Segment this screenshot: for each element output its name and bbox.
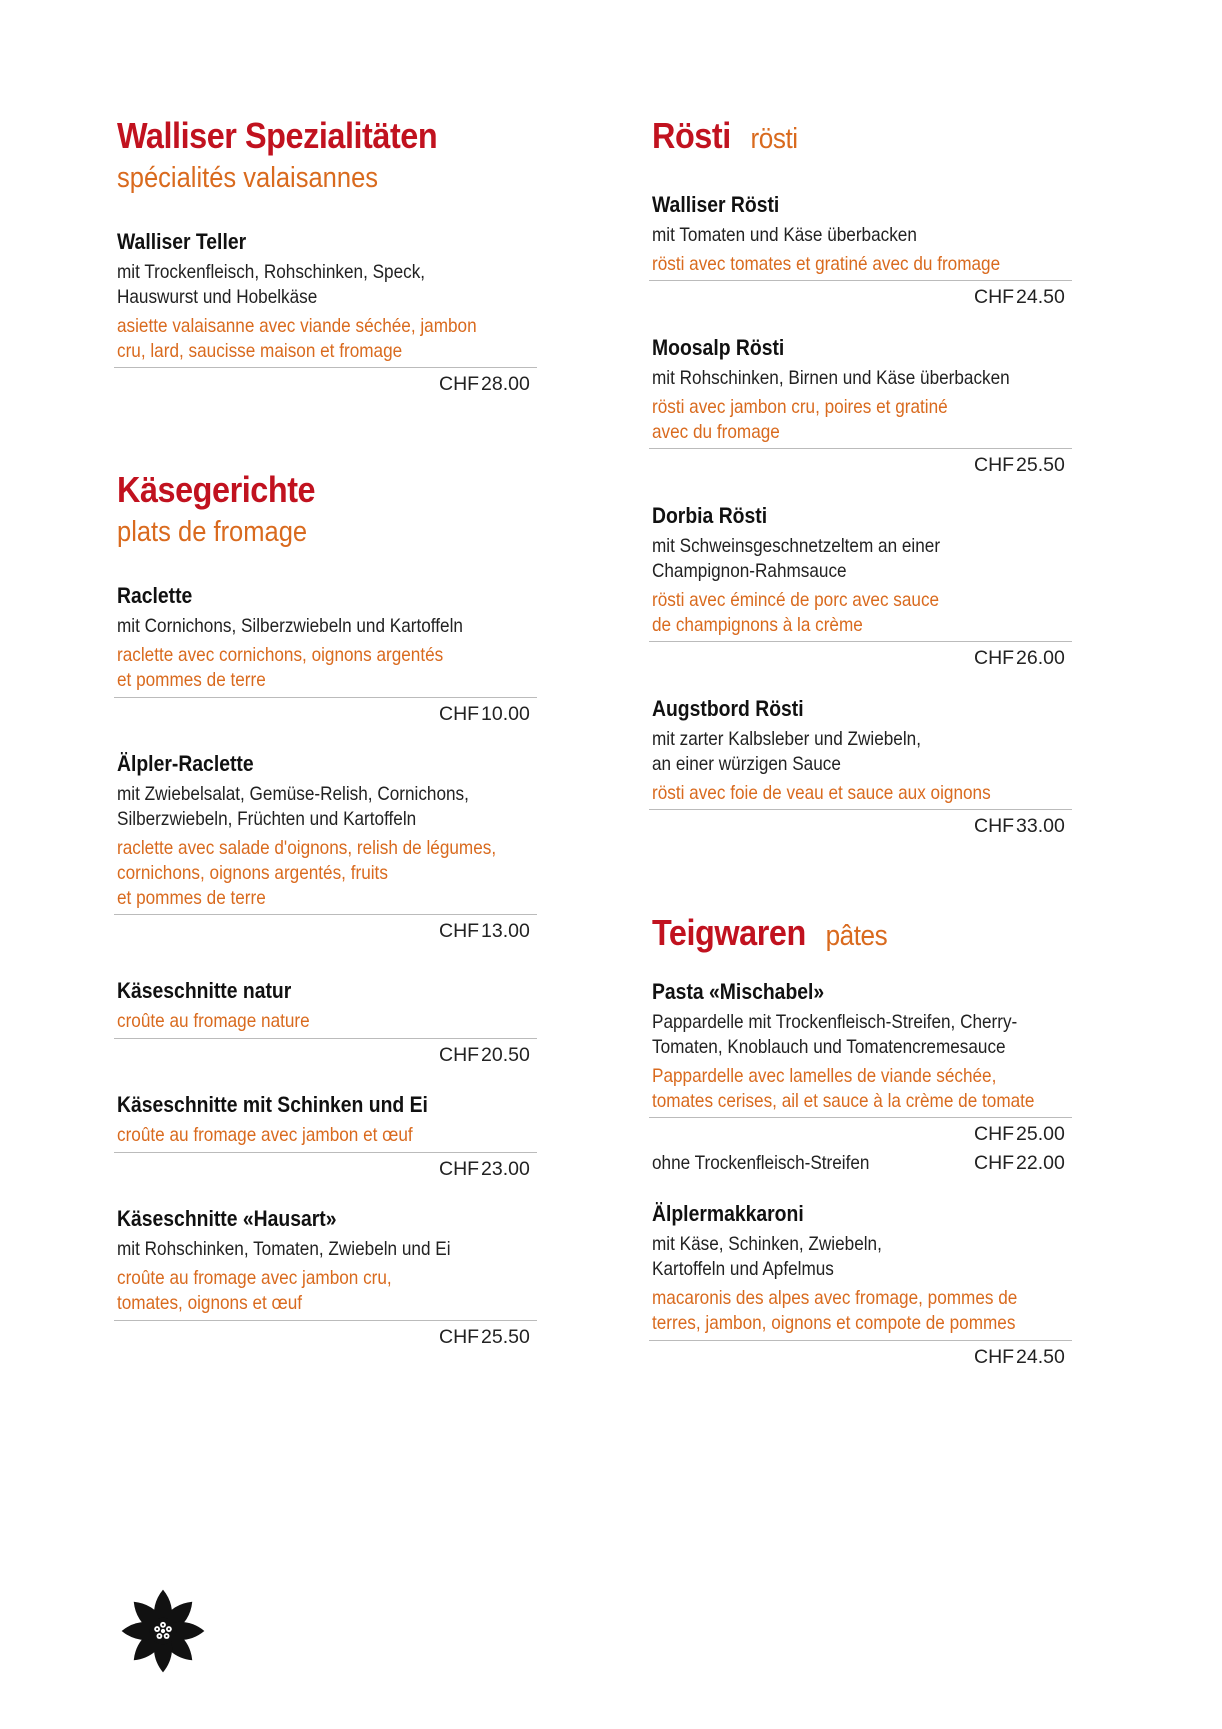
item-desc-fr: croûte au fromage avec jambon cru, bbox=[117, 1267, 392, 1289]
divider bbox=[649, 280, 1072, 281]
item-desc-fr: cornichons, oignons argentés, fruits bbox=[117, 862, 388, 884]
section-title-walliser: Walliser Spezialitäten bbox=[117, 115, 438, 156]
item-desc-fr: raclette avec salade d'oignons, relish de légumes, bbox=[117, 837, 497, 859]
item-desc-de: Silberzwiebeln, Früchten und Kartoffeln bbox=[117, 808, 417, 830]
item-desc-fr: et pommes de terre bbox=[117, 887, 266, 909]
item-desc-fr: croûte au fromage nature bbox=[117, 1010, 310, 1032]
item-desc-de: mit Tomaten und Käse überbacken bbox=[652, 224, 917, 246]
section-subtitle-teigwaren: pâtes bbox=[825, 920, 888, 952]
divider bbox=[649, 1340, 1072, 1341]
item-price: CHF10.00 bbox=[439, 703, 530, 725]
item-desc-de: mit Schweinsgeschnetzeltem an einer bbox=[652, 535, 941, 557]
item-desc-de: Kartoffeln und Apfelmus bbox=[652, 1258, 834, 1280]
item-desc-fr: cru, lard, saucisse maison et fromage bbox=[117, 340, 403, 362]
item-desc-de: mit Rohschinken, Birnen und Käse überbacken bbox=[652, 367, 1010, 389]
divider bbox=[114, 1320, 537, 1321]
item-price: CHF25.00 bbox=[974, 1123, 1065, 1145]
item-desc-fr: rösti avec tomates et gratiné avec du fromage bbox=[652, 253, 1001, 275]
item-price: CHF24.50 bbox=[974, 286, 1065, 308]
item-name: Käseschnitte «Hausart» bbox=[117, 1206, 337, 1231]
item-desc-fr: macaronis des alpes avec fromage, pommes de bbox=[652, 1287, 1018, 1309]
item-price: CHF24.50 bbox=[974, 1346, 1065, 1368]
item-desc-fr: rösti avec jambon cru, poires et gratiné bbox=[652, 396, 948, 418]
item-desc-de: an einer würzigen Sauce bbox=[652, 753, 841, 775]
item-price: CHF20.50 bbox=[439, 1044, 530, 1066]
section-title-teigwaren: Teigwaren pâtes bbox=[652, 912, 888, 953]
item-desc-de: Hauswurst und Hobelkäse bbox=[117, 286, 318, 308]
item-name: Dorbia Rösti bbox=[652, 503, 768, 528]
item-desc-fr: rösti avec émincé de porc avec sauce bbox=[652, 589, 940, 611]
item-desc-fr: tomates cerises, ail et sauce à la crème de tomate bbox=[652, 1090, 1035, 1112]
item-price: CHF26.00 bbox=[974, 647, 1065, 669]
item-desc-de: mit Käse, Schinken, Zwiebeln, bbox=[652, 1233, 882, 1255]
item-name: Walliser Teller bbox=[117, 229, 247, 254]
item-name: Moosalp Rösti bbox=[652, 335, 785, 360]
item-desc-de: Champignon-Rahmsauce bbox=[652, 560, 847, 582]
item-name: Käseschnitte mit Schinken und Ei bbox=[117, 1092, 428, 1117]
item-desc-de: mit Cornichons, Silberzwiebeln und Kartoffeln bbox=[117, 615, 463, 637]
item-name: Raclette bbox=[117, 583, 193, 608]
item-price: CHF25.50 bbox=[974, 454, 1065, 476]
item-name: Älpler-Raclette bbox=[117, 751, 254, 776]
item-desc-fr: et pommes de terre bbox=[117, 669, 266, 691]
item-name: Pasta «Mischabel» bbox=[652, 979, 825, 1004]
item-price: CHF28.00 bbox=[439, 373, 530, 395]
item-price: CHF13.00 bbox=[439, 920, 530, 942]
item-desc-fr: Pappardelle avec lamelles de viande séchée, bbox=[652, 1065, 997, 1087]
section-title-kaese: Käsegerichte bbox=[117, 469, 316, 510]
item-desc-de: Pappardelle mit Trockenfleisch-Streifen, Cherry- bbox=[652, 1011, 1018, 1033]
item-name: Älplermakkaroni bbox=[652, 1201, 804, 1226]
item-desc-fr: de champignons à la crème bbox=[652, 614, 863, 636]
item-desc-fr: terres, jambon, oignons et compote de pommes bbox=[652, 1312, 1016, 1334]
variant-price: CHF22.00 bbox=[974, 1152, 1065, 1174]
item-desc-de: mit Rohschinken, Tomaten, Zwiebeln und Ei bbox=[117, 1238, 451, 1260]
item-price: CHF33.00 bbox=[974, 815, 1065, 837]
item-desc-fr: rösti avec foie de veau et sauce aux oignons bbox=[652, 782, 991, 804]
variant-label: ohne Trockenfleisch-Streifen bbox=[652, 1152, 870, 1174]
item-price: CHF25.50 bbox=[439, 1326, 530, 1348]
section-subtitle-walliser: spécialités valaisannes bbox=[117, 162, 379, 194]
item-desc-de: mit Zwiebelsalat, Gemüse-Relish, Cornichons, bbox=[117, 783, 469, 805]
divider bbox=[649, 809, 1072, 810]
item-price: CHF23.00 bbox=[439, 1158, 530, 1180]
divider bbox=[649, 448, 1072, 449]
divider bbox=[114, 367, 537, 368]
item-desc-fr: raclette avec cornichons, oignons argentés bbox=[117, 644, 444, 666]
divider bbox=[114, 697, 537, 698]
section-title-roesti: Rösti rösti bbox=[652, 115, 798, 156]
divider bbox=[649, 641, 1072, 642]
section-subtitle-kaese: plats de fromage bbox=[117, 516, 308, 548]
item-desc-fr: tomates, oignons et œuf bbox=[117, 1292, 303, 1314]
divider bbox=[114, 1152, 537, 1153]
item-name: Augstbord Rösti bbox=[652, 696, 804, 721]
item-desc-fr: avec du fromage bbox=[652, 421, 780, 443]
section-subtitle-roesti: rösti bbox=[750, 123, 798, 155]
item-desc-fr: asiette valaisanne avec viande séchée, jambon bbox=[117, 315, 477, 337]
item-desc-fr: croûte au fromage avec jambon et œuf bbox=[117, 1124, 413, 1146]
item-desc-de: mit zarter Kalbsleber und Zwiebeln, bbox=[652, 728, 921, 750]
item-desc-de: Tomaten, Knoblauch und Tomatencremesauce bbox=[652, 1036, 1006, 1058]
item-desc-de: mit Trockenfleisch, Rohschinken, Speck, bbox=[117, 261, 426, 283]
divider bbox=[114, 1038, 537, 1039]
item-name: Walliser Rösti bbox=[652, 192, 780, 217]
edelweiss-icon bbox=[117, 1587, 209, 1675]
item-name: Käseschnitte natur bbox=[117, 978, 292, 1003]
divider bbox=[114, 914, 537, 915]
divider bbox=[649, 1117, 1072, 1118]
